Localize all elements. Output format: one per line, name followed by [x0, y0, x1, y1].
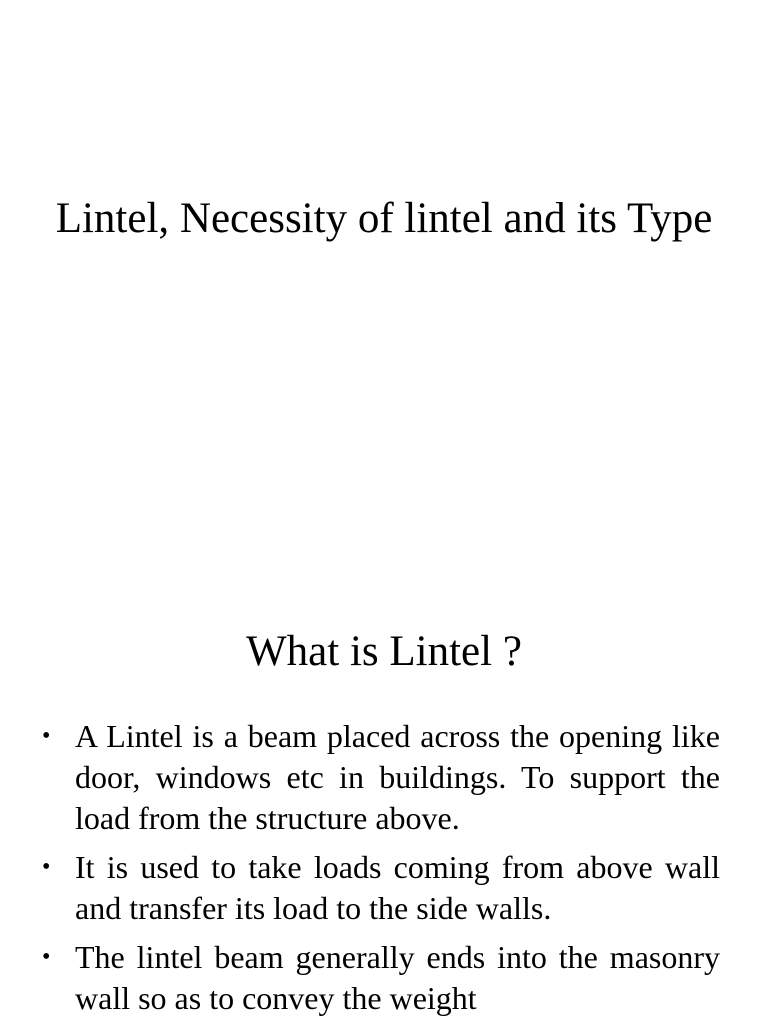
- bullet-item: [40, 847, 720, 929]
- bullet-marker: •: [42, 723, 51, 749]
- bullet-list: [40, 716, 720, 1024]
- slide-title: Lintel, Necessity of lintel and its Type: [55, 195, 713, 242]
- bullet-text: It is used to take loads coming from above wall and transfer its load to the side walls.: [75, 849, 720, 926]
- bullet-marker: •: [42, 944, 51, 970]
- content-slide: [0, 576, 768, 1024]
- bullet-item: [40, 937, 720, 1019]
- bullet-text: The lintel beam generally ends into the masonry wall so as to convey the weight: [75, 939, 720, 1016]
- slide-heading: What is Lintel ?: [246, 628, 522, 675]
- bullet-text: A Lintel is a beam placed across the opening like door, windows etc in buildings. To support the load from the structure above.: [75, 718, 720, 836]
- bullet-item: [40, 716, 720, 839]
- bullet-marker: •: [42, 854, 51, 880]
